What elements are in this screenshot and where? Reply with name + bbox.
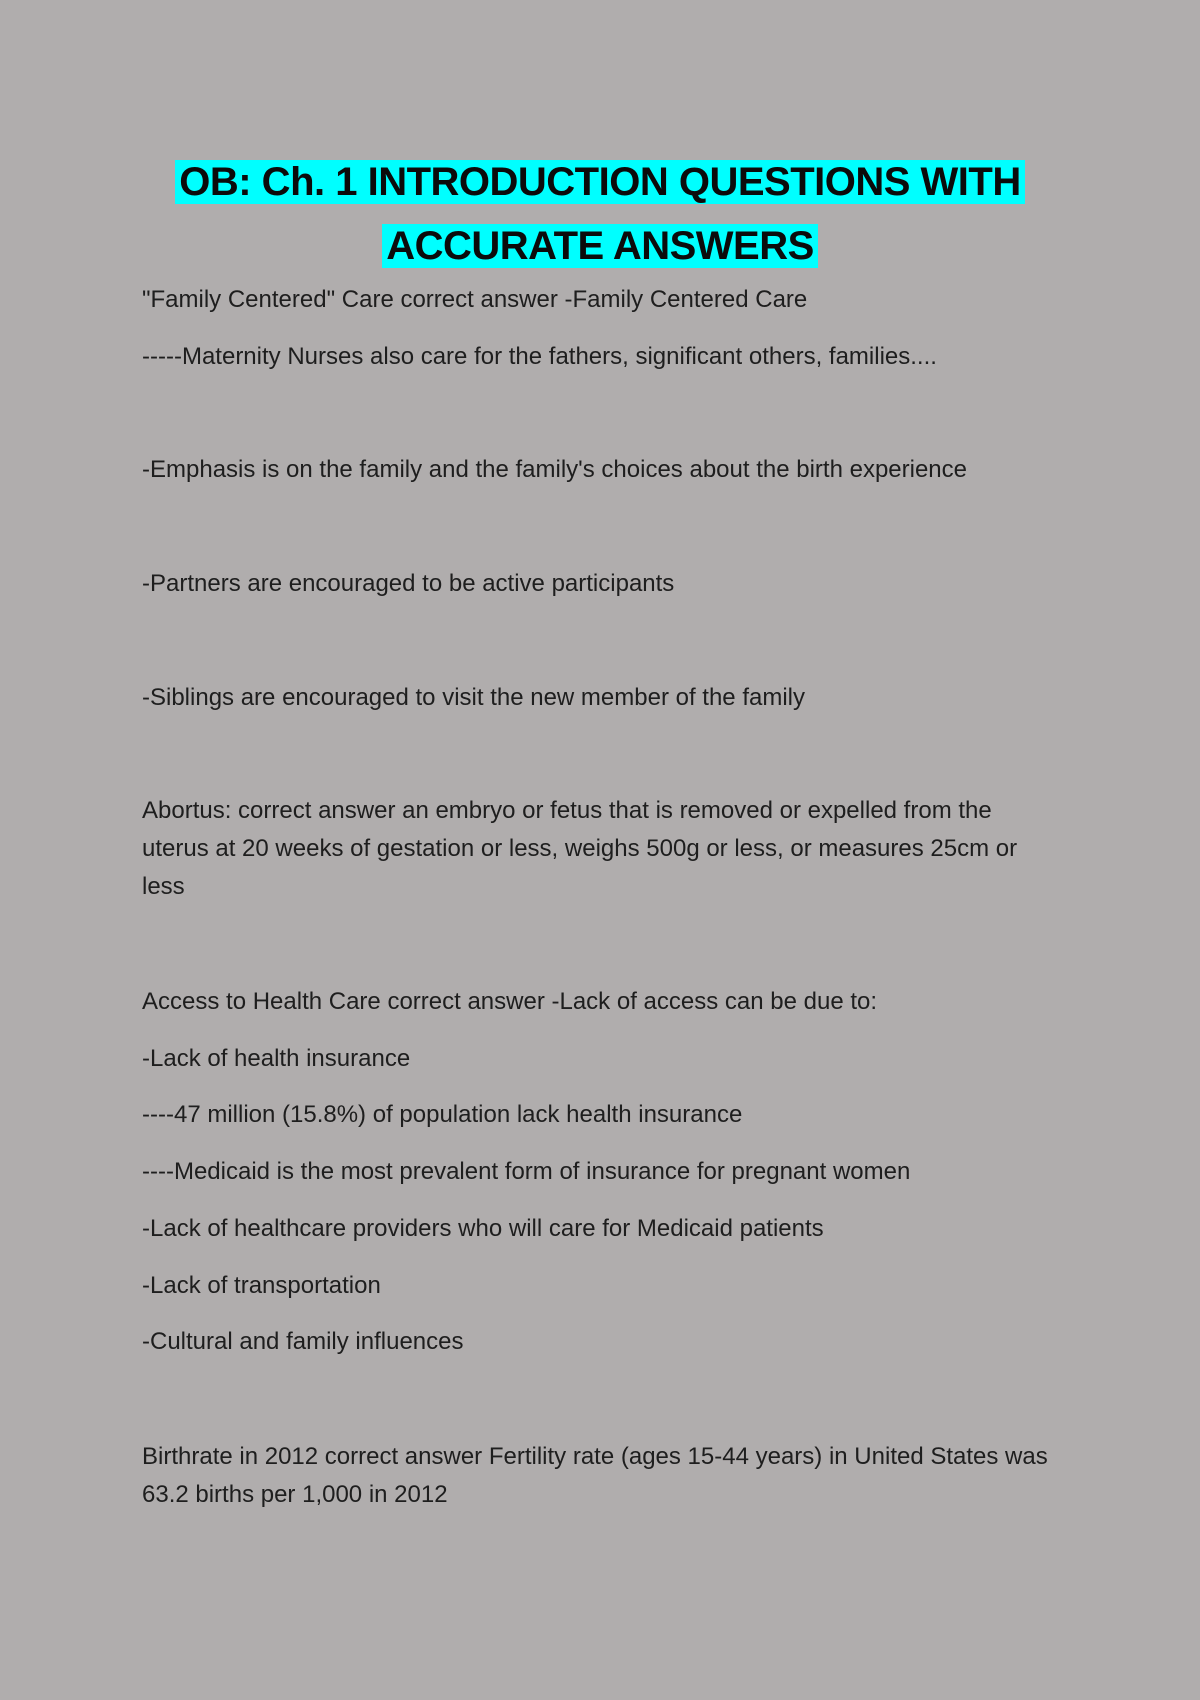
- text-line-maternity-nurses: -----Maternity Nurses also care for the fathers, significant others, families....: [142, 343, 937, 370]
- text-paragraph-abortus: Abortus: correct answer an embryo or fetus that is removed or expelled from the uterus at 20 weeks of gestation or less, weighs 500g or less, or measures 25cm or less: [142, 797, 1018, 900]
- text-line-47-million: ----47 million (15.8%) of population lack health insurance: [142, 1101, 743, 1128]
- text-line-emphasis: -Emphasis is on the family and the family's choices about the birth experience: [142, 456, 967, 483]
- text-paragraph-birthrate: Birthrate in 2012 correct answer Fertility rate (ages 15-44 years) in United States was 63.2 births per 1,000 in 2012: [142, 1443, 1048, 1508]
- title-line-1: OB: Ch. 1 INTRODUCTION QUESTIONS WITH: [175, 160, 1024, 204]
- text-line-lack-transportation: -Lack of transportation: [142, 1272, 381, 1299]
- text-line-lack-providers: -Lack of healthcare providers who will care for Medicaid patients: [142, 1215, 824, 1242]
- document-title: [120, 150, 1080, 278]
- text-line-partners: -Partners are encouraged to be active participants: [142, 570, 675, 597]
- text-line-access-health-care: Access to Health Care correct answer -Lack of access can be due to:: [142, 988, 878, 1015]
- text-line-medicaid: ----Medicaid is the most prevalent form of insurance for pregnant women: [142, 1158, 911, 1185]
- text-line-lack-insurance: -Lack of health insurance: [142, 1045, 411, 1072]
- text-line-siblings: -Siblings are encouraged to visit the new member of the family: [142, 684, 805, 711]
- title-line-2: ACCURATE ANSWERS: [382, 224, 818, 268]
- text-line-cultural-influences: -Cultural and family influences: [142, 1328, 464, 1355]
- text-line-family-centered: "Family Centered" Care correct answer -Family Centered Care: [142, 286, 808, 313]
